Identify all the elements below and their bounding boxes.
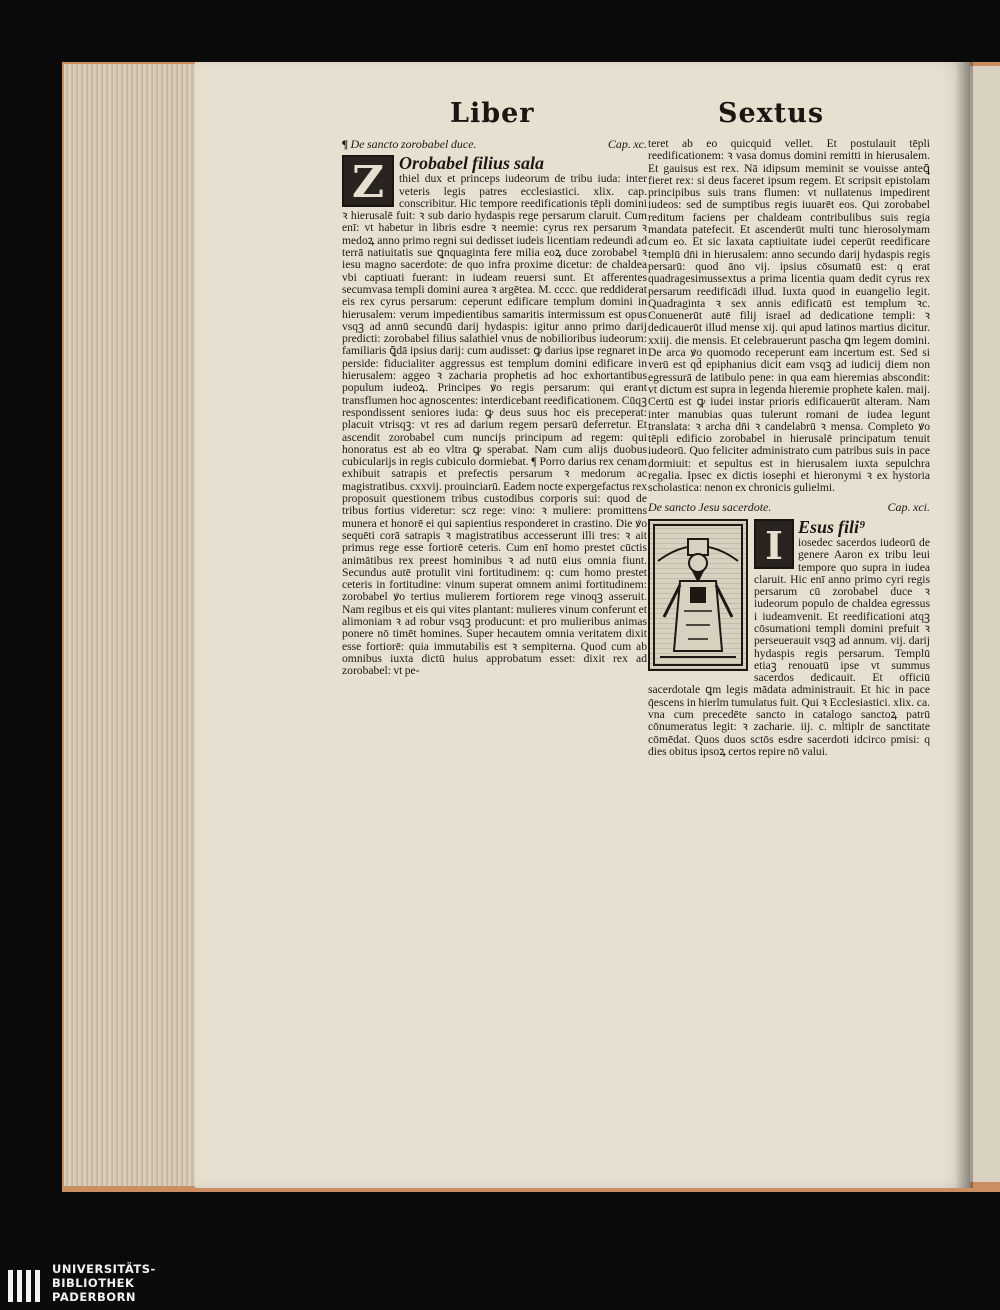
initial-lead-text: Orobabel filius sala: [399, 153, 545, 174]
library-name-line: PADERBORN: [52, 1290, 137, 1304]
library-footer: [0, 1260, 1000, 1310]
chapter-number: Cap. xci.: [887, 499, 930, 514]
chapter-title: De sancto Jesu sacerdote.: [648, 499, 772, 514]
chapter-title: De sancto zorobabel duce.: [350, 137, 477, 151]
book-gutter: [955, 62, 973, 1188]
text-column-right: [648, 138, 930, 758]
text-column-left: [342, 138, 647, 677]
decorated-initial: Z: [342, 155, 394, 207]
book-fore-edge: [64, 64, 204, 1186]
initial-lead-text: Esus fili⁹: [798, 516, 866, 537]
decorated-initial: I: [754, 519, 794, 569]
woodcut-illustration: [648, 519, 748, 671]
body-text: teret ab eo quicquid vellet. Et postulauit tēpli reedificationem: ꝛ vasa domus domini remitti in hierusalem. Et gauisus est rex. Nā idipsum meminit se vouisse anteꝗ̄ fieret rex: si deus faceret ipsum regem. Et scripsit epistolam principibus suis trans flumen: vt nullatenus impedirent iudeos: sed de sumptibus regis iuuarēt eos. Qui zorobabel reditum faciens per chaldeam contribulibus suis regia mandata patefecit. Et ascenderūt multi tunc hierosolymam cum eo. Et sic laxata captiuitate iudei ceperūt reedificare templū dn̄i in hierusalem: anno secundo darij hydaspis regis persarū: quod āno vij. ipsius cōsumatū est: q erat quadragesimussextus a prima licentia quam dedit cyrus rex persarum reedificādi illud. Iuxta quod in euangelio legit. Quadraginta ꝛ sex annis edificatū est templum ꝛc. Conuenerūt autē filij israel ad dedicatione templi: ꝛ dedicauerūt illud mense xij. qui apud latinos martius dicitur. xxiij. die mensis. Et celebrauerunt pascha ꝗm legem domini. De arca ꝟo quomodo receperunt eam incertum est. Sed si verū est qd̄ epiphanius dicit eam vsqꝫ ad iudicij diem non egressurā de latibulo pene: in qua eam hieremias abscondit: vt dictum est supra in legenda hieremie prophete kalen. maij. Certū est ꝙ iudei instar prioris edificauerūt alteram. Nam inter manubias quas tulerunt romani de iudea legunt translata: ꝛ archa dn̄i ꝛ candelabrū ꝛ mensa. Completo ꝟo tēpli edificio zorobabel in hierusalē principatum tenuit iudeorū. Quo feliciter administrato cum patribus suis in pace dormiuit: et sepultus est in hierusalem iuxta sepulchra regalia. Ipsec ex dictis iosephi et hieronymi ꝛ ex hystoria scholastica: nenon ex chronicis gulielmi.: [648, 137, 930, 495]
running-header-left: Liber: [450, 98, 535, 129]
chapter-number: Cap. xc.: [607, 137, 647, 151]
facing-page-edge: [970, 66, 1000, 1182]
running-header-right: Sextus: [718, 98, 825, 129]
pilcrow-mark: ¶: [342, 137, 348, 151]
library-name: [52, 1262, 156, 1304]
body-text: thiel dux et princeps iudeorum de tribu iuda: inter veteris legis patres ecclesiastici. xlix. cap. conscribitur. Hic tempore reedificationis tēpli domini ꝛ hierusalē fuit: ꝛ sub dario hydaspis rege persarum claruit. Cum enī: vt habetur in libris esdre ꝛ neemie: cyrus rex persarum ꝛ medoꝝ anno primo regni sui dedisset iudeis licentiam redeundi ad terrā natiuitatis sue ꝗnquaginta fere milia eoꝝ duce zorobabel ꝛ iesu magno sacerdote: de quo infra proxime dicetur: de chaldea vbi captiuati fuerant: in iudeam reuersi sunt. Et afferentes secumvasa templi domini aurea ꝛ argētea. M. cccc. que reddiderat eis rex cyrus persarum: ceperunt edificare templum domini in hierusalem: verum impedientibus samaritis intermissum est opus vsqꝫ ad annū secundū darij hydaspis: igitur anno primo darij predicti: zorobabel filius salathiel vnus de nobilioribus iudeorum: familiaris ꝗ̄dā ipsius darij: cum audisset: ꝙ darius ipse regnaret in perside: fiducialiter aggressus est templum domini edificare in hierusalem: aggeo ꝛ zacharia prophetis ad hoc exhortantibus populum iudeoꝝ. Principes ꝟo regis persarum: qui erant transflumen hoc agnoscentes: interdicebant reedificationem. Cūqꝫ respondissent seniores iuda: ꝙ deus suus hoc eis preceperat: placuit vtrisqꝫ: vt res ad darium regem persarū deferretur. Et ascendit zorobabel cum nuncijs principum ad regem: qui honoratus est ab eo vltra ꝙ sperabat. Nam cum alijs duobus cubicularijs in regis cubiculo dormiebat. ¶ Porro darius rex cenam exhibuit satrapis et prefectis persarum ꝛ medorum ac magistratibus. cxxvij. prouinciarū. Eadem nocte expergefactus rex proposuit questionem tribus custodibus corporis sui: quod de tribus fortius videretur: scz rege: vino: ꝛ muliere: promittens munera et honorē ei qui sapientius responderet in crastino. Die ꝟo sequēti corā satrapis ꝛ magistratibus accesserunt illi tres: ꝛ ait primus rege esse fortiorē ceteris. Cum enī homo prestet cūctis animātibus rex preest hominibus ꝛ ad nutū eius omnia fiunt. Secundus autē protulit vini fortitudinem: q: cum homo prestet ceteris in fortitudine: vinum superat omnem animi fortitudinem: zorobabel ꝟo tertius mulierem fortiorem rege vinoqꝫ asseruit. Nam regibus et eis qui vites plantant: mulieres vinum conferunt et alimoniam ꝛ ad robur vsqꝫ producunt: et pro mulieribus animas ponere nō timēt homines. Super hecautem omnia veritatem dixit esse fortiorē: quia immutabilis est ꝛ sempiterna. Quod cum ab omnibus iuxta dictū huius approbatum esset: dixit rex ad zorobabel: vt pe-: [342, 172, 647, 678]
chapter-heading: [342, 138, 647, 150]
library-name-line: UNIVERSITÄTS-: [52, 1262, 156, 1276]
chapter-heading: [648, 501, 930, 513]
library-logo-icon: [6, 1266, 44, 1306]
priest-figure-icon: [650, 521, 746, 669]
library-name-line: BIBLIOTHEK: [52, 1276, 135, 1290]
body-text: iosedec sacerdos iudeorū de genere Aaron ex tribu leui tempore quo supra in iudea claruit. Hic enī anno primo cyri regis persarum cū zorobabel duce ꝛ iudeorum populo de chaldea egressus i iudeamvenit. Et reedificationi atqꝫ cōsumationi templi domini prefuit ꝛ perseuerauit vsqꝫ ad annum. vij. darij hydaspis regis persarum. Templū etiaꝫ renouatū ipse vt summus sacerdos dedicauit. Et officiū sacerdotale ꝗm legis mādata administrauit. Et hic in pace q̄escens in hierlm tumulatus fuit. Qui ꝛ Ecclesiastici. xlix. ca. vna cum precedēte sancto in catalogo sanctoꝝ patrū cōnumeratus legit: ꝛ zacharie. iij. c. mltiplr de sanctitate cōmēdat. Quos duos sctōs esdre sacerdoti idcirco pmisi: q dies obitus ipsoꝝ certos repire nō valui.: [648, 535, 930, 758]
